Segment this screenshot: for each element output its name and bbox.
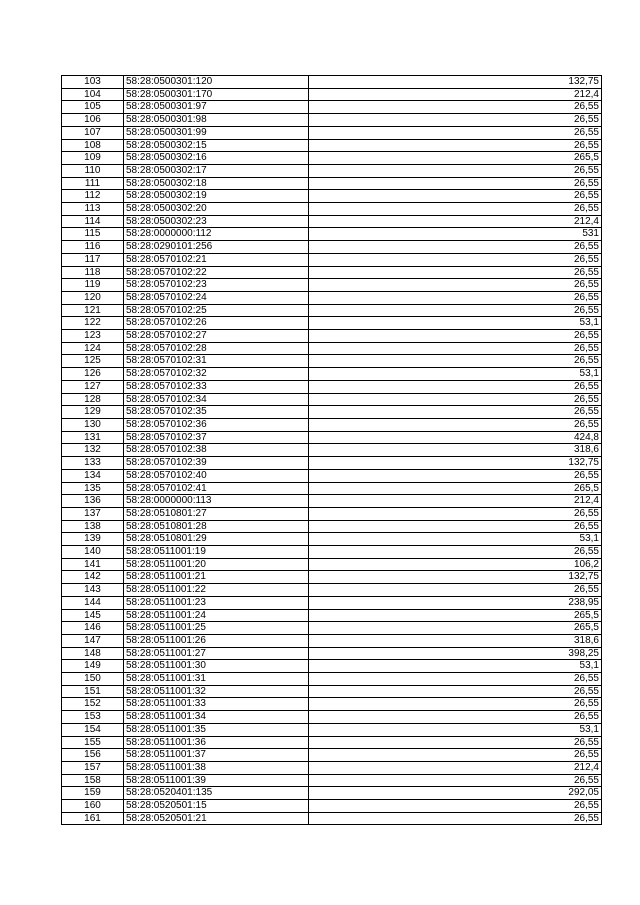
row-number-cell: 156 xyxy=(62,749,124,762)
cadastral-number-cell: 58:28:0520501:15 xyxy=(124,800,309,813)
value-cell: 26,55 xyxy=(309,749,602,762)
cadastral-number-cell: 58:28:0500301:97 xyxy=(124,101,309,114)
value-cell: 26,55 xyxy=(309,507,602,520)
table-row xyxy=(62,495,602,508)
cadastral-number-cell: 58:28:0511001:25 xyxy=(124,622,309,635)
table-body xyxy=(62,76,602,825)
table-row xyxy=(62,647,602,660)
cadastral-number-cell: 58:28:0511001:38 xyxy=(124,761,309,774)
table-row xyxy=(62,279,602,292)
row-number-cell: 148 xyxy=(62,647,124,660)
value-cell: 318,6 xyxy=(309,444,602,457)
cadastral-number-cell: 58:28:0511001:26 xyxy=(124,634,309,647)
table-row xyxy=(62,546,602,559)
row-number-cell: 152 xyxy=(62,698,124,711)
row-number-cell: 105 xyxy=(62,101,124,114)
table-row xyxy=(62,609,602,622)
row-number-cell: 112 xyxy=(62,190,124,203)
cadastral-number-cell: 58:28:0520401:135 xyxy=(124,787,309,800)
table-row xyxy=(62,558,602,571)
row-number-cell: 157 xyxy=(62,761,124,774)
row-number-cell: 122 xyxy=(62,317,124,330)
row-number-cell: 120 xyxy=(62,291,124,304)
row-number-cell: 114 xyxy=(62,215,124,228)
value-cell: 26,55 xyxy=(309,279,602,292)
cadastral-number-cell: 58:28:0570102:34 xyxy=(124,393,309,406)
table-row xyxy=(62,317,602,330)
cadastral-number-cell: 58:28:0510801:27 xyxy=(124,507,309,520)
table-row xyxy=(62,76,602,89)
cadastral-number-cell: 58:28:0511001:20 xyxy=(124,558,309,571)
row-number-cell: 150 xyxy=(62,673,124,686)
table-row xyxy=(62,711,602,724)
cadastral-number-cell: 58:28:0511001:27 xyxy=(124,647,309,660)
value-cell: 26,55 xyxy=(309,203,602,216)
table-row xyxy=(62,622,602,635)
table-row xyxy=(62,355,602,368)
row-number-cell: 106 xyxy=(62,114,124,127)
cadastral-number-cell: 58:28:0511001:22 xyxy=(124,584,309,597)
value-cell: 398,25 xyxy=(309,647,602,660)
cadastral-number-cell: 58:28:0500302:15 xyxy=(124,139,309,152)
value-cell: 292,05 xyxy=(309,787,602,800)
row-number-cell: 108 xyxy=(62,139,124,152)
cadastral-number-cell: 58:28:0510801:28 xyxy=(124,520,309,533)
row-number-cell: 142 xyxy=(62,571,124,584)
table-row xyxy=(62,241,602,254)
row-number-cell: 161 xyxy=(62,812,124,825)
value-cell: 26,55 xyxy=(309,584,602,597)
row-number-cell: 103 xyxy=(62,76,124,89)
value-cell: 26,55 xyxy=(309,812,602,825)
value-cell: 318,6 xyxy=(309,634,602,647)
cadastral-number-cell: 58:28:0520501:21 xyxy=(124,812,309,825)
cadastral-number-cell: 58:28:0000000:112 xyxy=(124,228,309,241)
data-table xyxy=(61,75,602,825)
row-number-cell: 132 xyxy=(62,444,124,457)
table-row xyxy=(62,685,602,698)
table-row xyxy=(62,228,602,241)
row-number-cell: 151 xyxy=(62,685,124,698)
row-number-cell: 141 xyxy=(62,558,124,571)
table-row xyxy=(62,114,602,127)
table-row xyxy=(62,215,602,228)
table-row xyxy=(62,812,602,825)
cadastral-number-cell: 58:28:0511001:24 xyxy=(124,609,309,622)
value-cell: 132,75 xyxy=(309,571,602,584)
cadastral-number-cell: 58:28:0570102:37 xyxy=(124,431,309,444)
row-number-cell: 154 xyxy=(62,723,124,736)
cadastral-number-cell: 58:28:0500302:18 xyxy=(124,177,309,190)
value-cell: 53,1 xyxy=(309,533,602,546)
value-cell: 26,55 xyxy=(309,355,602,368)
value-cell: 26,55 xyxy=(309,241,602,254)
row-number-cell: 117 xyxy=(62,253,124,266)
value-cell: 212,4 xyxy=(309,88,602,101)
value-cell: 265,5 xyxy=(309,622,602,635)
value-cell: 26,55 xyxy=(309,673,602,686)
value-cell: 132,75 xyxy=(309,457,602,470)
table-row xyxy=(62,444,602,457)
cadastral-number-cell: 58:28:0500302:20 xyxy=(124,203,309,216)
value-cell: 26,55 xyxy=(309,126,602,139)
cadastral-number-cell: 58:28:0511001:21 xyxy=(124,571,309,584)
table-row xyxy=(62,520,602,533)
table-row xyxy=(62,368,602,381)
value-cell: 53,1 xyxy=(309,660,602,673)
value-cell: 53,1 xyxy=(309,723,602,736)
value-cell: 26,55 xyxy=(309,164,602,177)
table-row xyxy=(62,749,602,762)
row-number-cell: 125 xyxy=(62,355,124,368)
row-number-cell: 118 xyxy=(62,266,124,279)
row-number-cell: 134 xyxy=(62,469,124,482)
cadastral-number-cell: 58:28:0511001:23 xyxy=(124,596,309,609)
table-row xyxy=(62,698,602,711)
value-cell: 26,55 xyxy=(309,190,602,203)
value-cell: 26,55 xyxy=(309,393,602,406)
row-number-cell: 123 xyxy=(62,330,124,343)
cadastral-number-cell: 58:28:0570102:23 xyxy=(124,279,309,292)
cadastral-number-cell: 58:28:0570102:36 xyxy=(124,418,309,431)
table-row xyxy=(62,126,602,139)
row-number-cell: 160 xyxy=(62,800,124,813)
cadastral-number-cell: 58:28:0570102:41 xyxy=(124,482,309,495)
table-row xyxy=(62,291,602,304)
cadastral-number-cell: 58:28:0500301:170 xyxy=(124,88,309,101)
row-number-cell: 158 xyxy=(62,774,124,787)
cadastral-number-cell: 58:28:0500302:17 xyxy=(124,164,309,177)
value-cell: 26,55 xyxy=(309,800,602,813)
value-cell: 238,95 xyxy=(309,596,602,609)
row-number-cell: 121 xyxy=(62,304,124,317)
row-number-cell: 119 xyxy=(62,279,124,292)
row-number-cell: 136 xyxy=(62,495,124,508)
cadastral-number-cell: 58:28:0510801:29 xyxy=(124,533,309,546)
row-number-cell: 145 xyxy=(62,609,124,622)
row-number-cell: 109 xyxy=(62,152,124,165)
row-number-cell: 138 xyxy=(62,520,124,533)
value-cell: 26,55 xyxy=(309,253,602,266)
value-cell: 212,4 xyxy=(309,495,602,508)
cadastral-number-cell: 58:28:0570102:32 xyxy=(124,368,309,381)
row-number-cell: 149 xyxy=(62,660,124,673)
table-row xyxy=(62,203,602,216)
cadastral-number-cell: 58:28:0511001:36 xyxy=(124,736,309,749)
value-cell: 26,55 xyxy=(309,177,602,190)
value-cell: 26,55 xyxy=(309,736,602,749)
row-number-cell: 127 xyxy=(62,380,124,393)
cadastral-number-cell: 58:28:0570102:21 xyxy=(124,253,309,266)
value-cell: 26,55 xyxy=(309,304,602,317)
value-cell: 26,55 xyxy=(309,711,602,724)
value-cell: 26,55 xyxy=(309,774,602,787)
table-row xyxy=(62,139,602,152)
cadastral-number-cell: 58:28:0511001:39 xyxy=(124,774,309,787)
cadastral-number-cell: 58:28:0511001:30 xyxy=(124,660,309,673)
row-number-cell: 133 xyxy=(62,457,124,470)
cadastral-number-cell: 58:28:0570102:31 xyxy=(124,355,309,368)
row-number-cell: 159 xyxy=(62,787,124,800)
table-row xyxy=(62,380,602,393)
row-number-cell: 147 xyxy=(62,634,124,647)
table-row xyxy=(62,393,602,406)
table-row xyxy=(62,101,602,114)
table-row xyxy=(62,482,602,495)
table-row xyxy=(62,571,602,584)
row-number-cell: 129 xyxy=(62,406,124,419)
table-row xyxy=(62,253,602,266)
value-cell: 26,55 xyxy=(309,139,602,152)
row-number-cell: 107 xyxy=(62,126,124,139)
table-row xyxy=(62,418,602,431)
cadastral-number-cell: 58:28:0500301:98 xyxy=(124,114,309,127)
table-row xyxy=(62,774,602,787)
value-cell: 26,55 xyxy=(309,266,602,279)
table-row xyxy=(62,761,602,774)
cadastral-number-cell: 58:28:0570102:35 xyxy=(124,406,309,419)
cadastral-number-cell: 58:28:0500302:16 xyxy=(124,152,309,165)
cadastral-number-cell: 58:28:0511001:35 xyxy=(124,723,309,736)
row-number-cell: 155 xyxy=(62,736,124,749)
cadastral-number-cell: 58:28:0500302:19 xyxy=(124,190,309,203)
cadastral-number-cell: 58:28:0511001:19 xyxy=(124,546,309,559)
table-row xyxy=(62,406,602,419)
table-row xyxy=(62,723,602,736)
cadastral-number-cell: 58:28:0511001:31 xyxy=(124,673,309,686)
row-number-cell: 143 xyxy=(62,584,124,597)
row-number-cell: 113 xyxy=(62,203,124,216)
cadastral-number-cell: 58:28:0570102:25 xyxy=(124,304,309,317)
cadastral-number-cell: 58:28:0570102:26 xyxy=(124,317,309,330)
table-row xyxy=(62,431,602,444)
row-number-cell: 131 xyxy=(62,431,124,444)
value-cell: 53,1 xyxy=(309,317,602,330)
cadastral-number-cell: 58:28:0570102:27 xyxy=(124,330,309,343)
value-cell: 26,55 xyxy=(309,520,602,533)
value-cell: 26,55 xyxy=(309,469,602,482)
table-row xyxy=(62,164,602,177)
row-number-cell: 139 xyxy=(62,533,124,546)
value-cell: 212,4 xyxy=(309,761,602,774)
cadastral-number-cell: 58:28:0570102:40 xyxy=(124,469,309,482)
table-row xyxy=(62,330,602,343)
value-cell: 26,55 xyxy=(309,291,602,304)
cadastral-number-cell: 58:28:0511001:34 xyxy=(124,711,309,724)
cadastral-number-cell: 58:28:0500301:120 xyxy=(124,76,309,89)
row-number-cell: 116 xyxy=(62,241,124,254)
value-cell: 26,55 xyxy=(309,685,602,698)
table-row xyxy=(62,88,602,101)
cadastral-number-cell: 58:28:0511001:33 xyxy=(124,698,309,711)
table-row xyxy=(62,177,602,190)
value-cell: 26,55 xyxy=(309,698,602,711)
table-row xyxy=(62,584,602,597)
table-row xyxy=(62,596,602,609)
cadastral-number-cell: 58:28:0000000:113 xyxy=(124,495,309,508)
value-cell: 265,5 xyxy=(309,152,602,165)
cadastral-number-cell: 58:28:0500301:99 xyxy=(124,126,309,139)
row-number-cell: 110 xyxy=(62,164,124,177)
cadastral-number-cell: 58:28:0511001:32 xyxy=(124,685,309,698)
table-row xyxy=(62,673,602,686)
value-cell: 132,75 xyxy=(309,76,602,89)
value-cell: 26,55 xyxy=(309,418,602,431)
value-cell: 531 xyxy=(309,228,602,241)
table-row xyxy=(62,152,602,165)
table-row xyxy=(62,507,602,520)
cadastral-number-cell: 58:28:0570102:39 xyxy=(124,457,309,470)
value-cell: 265,5 xyxy=(309,482,602,495)
value-cell: 212,4 xyxy=(309,215,602,228)
table-row xyxy=(62,660,602,673)
row-number-cell: 111 xyxy=(62,177,124,190)
value-cell: 26,55 xyxy=(309,546,602,559)
value-cell: 26,55 xyxy=(309,380,602,393)
row-number-cell: 124 xyxy=(62,342,124,355)
table-row xyxy=(62,190,602,203)
row-number-cell: 146 xyxy=(62,622,124,635)
cadastral-number-cell: 58:28:0500302:23 xyxy=(124,215,309,228)
table-row xyxy=(62,457,602,470)
value-cell: 424,8 xyxy=(309,431,602,444)
table-row xyxy=(62,800,602,813)
table-row xyxy=(62,634,602,647)
row-number-cell: 153 xyxy=(62,711,124,724)
row-number-cell: 128 xyxy=(62,393,124,406)
value-cell: 106,2 xyxy=(309,558,602,571)
cadastral-number-cell: 58:28:0570102:28 xyxy=(124,342,309,355)
value-cell: 26,55 xyxy=(309,342,602,355)
row-number-cell: 130 xyxy=(62,418,124,431)
value-cell: 26,55 xyxy=(309,101,602,114)
value-cell: 53,1 xyxy=(309,368,602,381)
row-number-cell: 126 xyxy=(62,368,124,381)
table-row xyxy=(62,787,602,800)
table-row xyxy=(62,736,602,749)
value-cell: 26,55 xyxy=(309,114,602,127)
cadastral-number-cell: 58:28:0511001:37 xyxy=(124,749,309,762)
table-row xyxy=(62,266,602,279)
row-number-cell: 140 xyxy=(62,546,124,559)
table-row xyxy=(62,469,602,482)
value-cell: 265,5 xyxy=(309,609,602,622)
table-row xyxy=(62,533,602,546)
cadastral-number-cell: 58:28:0570102:38 xyxy=(124,444,309,457)
cadastral-number-cell: 58:28:0290101:256 xyxy=(124,241,309,254)
row-number-cell: 137 xyxy=(62,507,124,520)
row-number-cell: 104 xyxy=(62,88,124,101)
table-row xyxy=(62,342,602,355)
row-number-cell: 135 xyxy=(62,482,124,495)
cadastral-number-cell: 58:28:0570102:33 xyxy=(124,380,309,393)
value-cell: 26,55 xyxy=(309,406,602,419)
row-number-cell: 115 xyxy=(62,228,124,241)
cadastral-number-cell: 58:28:0570102:24 xyxy=(124,291,309,304)
row-number-cell: 144 xyxy=(62,596,124,609)
table-row xyxy=(62,304,602,317)
value-cell: 26,55 xyxy=(309,330,602,343)
cadastral-number-cell: 58:28:0570102:22 xyxy=(124,266,309,279)
